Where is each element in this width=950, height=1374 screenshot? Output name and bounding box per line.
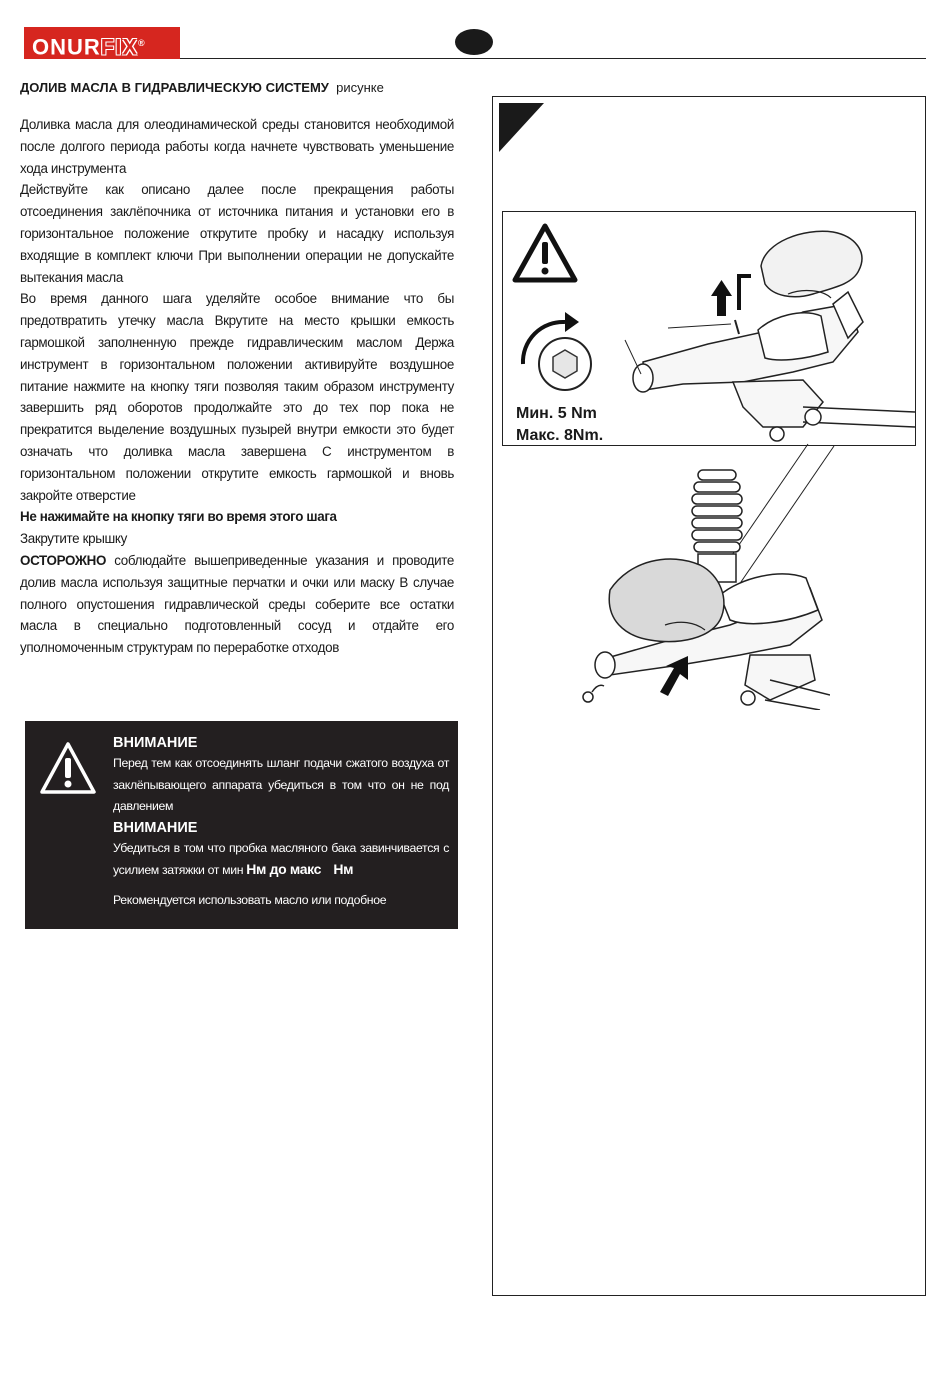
warning-text-1: Перед тем как отсоединять шланг подачи сжатого воздуха от заклёпывающего аппарата убедиться в том что он не под давлением <box>113 756 449 814</box>
torque-max-label: Макс. 8Nm. <box>516 427 604 444</box>
logo-fix-text: FIX <box>100 34 139 60</box>
riveter-tool-drawing <box>633 292 915 441</box>
paragraph-3: Во время данного шага уделяйте особое внимание что бы предотвратить утечку масла Вкрутите на место крышки емкость гармошкой заполненную прежде гидравлическим маслом Держа инструмент в горизонтальном положении активируйте воздушное питание нажмите на кнопку тяги позволяя таким образом инструменту завершить ряд оборотов продолжайте это до тех пор пока не прекратится выделение воздушных пузырей внутри емкости это будет означать что доливка масла завершена С инструментом в горизонтальном положении открутите емкость гармошкой и вновь закройте отверстие <box>20 291 454 503</box>
onurfix-logo <box>24 27 180 59</box>
gloved-hand-drawing <box>761 231 862 296</box>
warning-heading-1: ВНИМАНИЕ <box>113 735 198 751</box>
logo-reg-mark: ® <box>138 38 146 48</box>
paragraph-6 <box>20 550 454 659</box>
warning-content <box>113 733 449 912</box>
paragraph-5: Закрутите крышку <box>20 531 127 547</box>
warning-text-2b: Нм до макс <box>246 861 322 878</box>
warning-text-3: Рекомендуется использовать масло или подобное <box>113 892 387 907</box>
main-illustration <box>570 460 830 710</box>
hex-bolt-icon <box>539 338 591 390</box>
instructions-text <box>20 114 454 659</box>
warning-text-2c: Нм <box>333 861 354 878</box>
caution-text: соблюдайте вышеприведенные указания и проводите долив масла используя защитные перчатки и очки или маску В случае полного опустошения гидравлической среды соберите все остатки масла в специально подготовленный сосуд и отдайте его уполномоченным структурам по переработке отходов <box>20 552 454 656</box>
warning-triangle-icon <box>39 741 97 795</box>
section-title-bold: ДОЛИВ МАСЛА В ГИДРАВЛИЧЕСКУЮ СИСТЕМУ <box>20 80 329 95</box>
warning-triangle-small-icon <box>515 226 575 280</box>
paragraph-2: Действуйте как описано далее после прекращения работы отсоединения заклёпочника от источника питания и установки его в горизонтальное положение открутите пробку и насадку используя входящие в комплект ключи При выполнении операции не допускайте вытекания масла <box>20 182 454 285</box>
torque-min-label: Мин. 5 Nm <box>516 405 597 422</box>
section-title <box>20 80 384 95</box>
logo-onur-text: ONUR <box>32 34 101 60</box>
section-title-rest: рисунке <box>336 80 384 95</box>
hex-key-icon <box>739 276 751 310</box>
paragraph-1: Доливка масла для олеодинамической среды становится необходимой после долгого периода работы когда начнете чувствовать уменьшение хода инструмента <box>20 117 454 176</box>
warning-text-2a: Убедиться в том что пробка масляного бака завинчивается с усилием затяжки от мин <box>113 840 449 878</box>
up-arrow-icon <box>711 280 732 316</box>
warning-text-2 <box>113 838 449 882</box>
warning-box <box>25 721 458 929</box>
small-screw-icon <box>583 685 604 702</box>
gloved-hand-main-drawing <box>609 559 724 642</box>
language-badge <box>455 29 493 55</box>
corner-triangle-mark <box>499 103 545 153</box>
warning-heading-2: ВНИМАНИЕ <box>113 819 198 836</box>
caution-label: ОСТОРОЖНО <box>20 552 107 568</box>
paragraph-4-bold: Не нажимайте на кнопку тяги во время этого шага <box>20 509 337 525</box>
header-rule <box>180 58 926 59</box>
torque-spec <box>516 403 603 447</box>
